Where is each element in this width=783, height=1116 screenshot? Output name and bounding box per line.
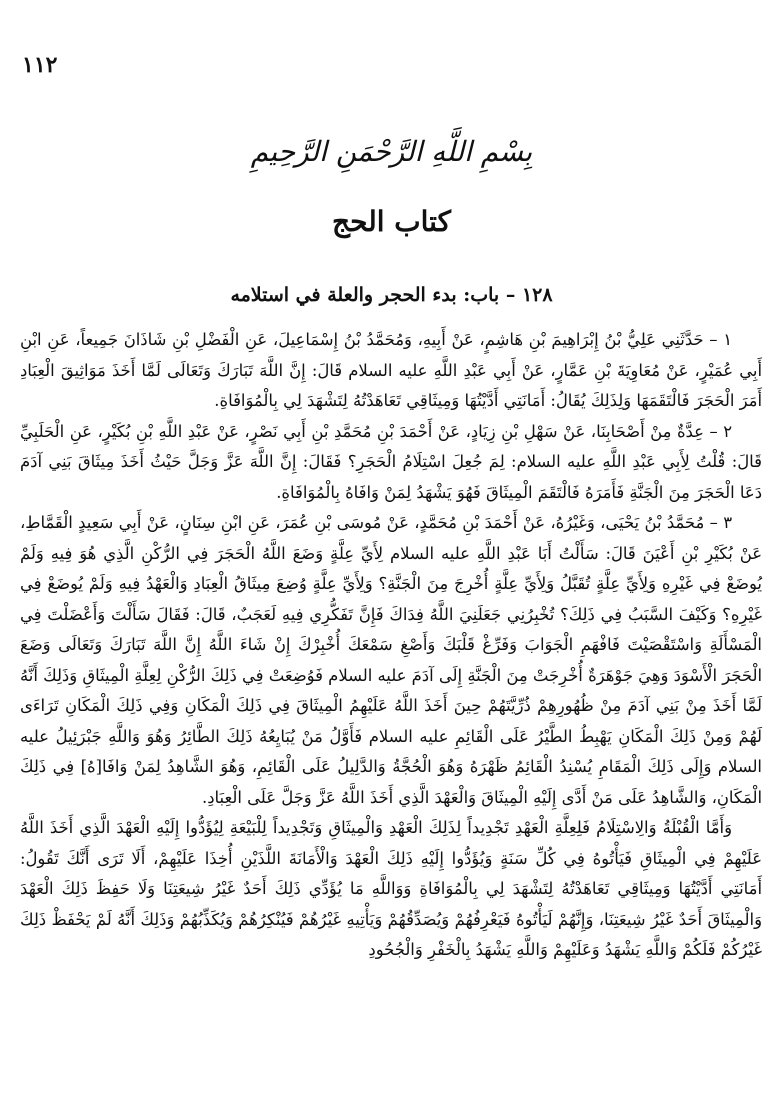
hadith-paragraph-2: ٢ – عِدَّةٌ مِنْ أَصْحَابِنَا، عَنْ سَهْلِ بْنِ زِيَادٍ، عَنْ أَحْمَدَ بْنِ مُحَمَّدِ بْنِ أَبِي نَصْرٍ، عَنْ عَبْدِ اللَّهِ بْنِ بُكَيْرٍ، عَنِ الْحَلَبِيِّ قَالَ: قُلْتُ لِأَبِي عَبْدِ اللَّهِ عليه السلام: لِمَ جُعِلَ اسْتِلَامُ الْحَجَرِ؟ فَقَالَ: إِنَّ اللَّهَ عَزَّ وَجَلَّ حَيْثُ أَخَذَ مِيثَاقَ بَنِي آدَمَ دَعَا الْحَجَرَ مِنَ الْجَنَّةِ فَأَمَرَهُ فَالْتَقَمَ الْمِيثَاقَ فَهُوَ يَشْهَدُ لِمَنْ وَافَاهُ بِالْمُوَافَاةِ. (20, 421, 762, 502)
hadith-paragraph-3: ٣ – مُحَمَّدُ بْنُ يَحْيَى، وَغَيْرُهُ، عَنْ أَحْمَدَ بْنِ مُحَمَّدٍ، عَنْ مُوسَى بْنِ عُمَرَ، عَنِ ابْنِ سِنَانٍ، عَنْ أَبِي سَعِيدٍ الْقَمَّاطِ، عَنْ بُكَيْرِ بْنِ أَعْيَنَ قَالَ: سَأَلْتُ أَبَا عَبْدِ اللَّهِ عليه السلام لِأَيِّ عِلَّةٍ وَضَعَ اللَّهُ الْحَجَرَ فِي الرُّكْنِ الَّذِي هُوَ فِيهِ وَلَمْ يُوضَعْ فِي غَيْرِهِ وَلِأَيِّ عِلَّةٍ تُقَبَّلُ وَلِأَيِّ عِلَّةٍ أُخْرِجَ مِنَ الْجَنَّةِ؟ وَلِأَيِّ عِلَّةٍ وُضِعَ مِيثَاقُ الْعِبَادِ وَالْعَهْدُ فِيهِ وَلَمْ يُوضَعْ فِي غَيْرِهِ؟ وَكَيْفَ السَّبَبُ فِي ذَلِكَ؟ تُخْبِرُنِي جَعَلَنِيَ اللَّهُ فِدَاكَ فَإِنَّ تَفَكُّرِي فِيهِ لَعَجَبٌ، قَالَ: فَقَالَ سَأَلْتَ وَأَعْضَلْتَ فِي الْمَسْأَلَةِ وَاسْتَقْصَيْتَ فَافْهَمِ الْجَوَابَ وَفَرِّغْ قَلْبَكَ وَأَصْغِ سَمْعَكَ أُخْبِرْكَ إِنْ شَاءَ اللَّهُ إِنَّ اللَّهَ تَبَارَكَ وَتَعَالَى وَضَعَ الْحَجَرَ الْأَسْوَدَ وَهِيَ جَوْهَرَةٌ أُخْرِجَتْ مِنَ الْجَنَّةِ إِلَى آدَمَ عليه السلام فَوُضِعَتْ فِي ذَلِكَ الرُّكْنِ لِعِلَّةِ الْمِيثَاقِ وَذَلِكَ أَنَّهُ لَمَّا أَخَذَ مِنْ بَنِي آدَمَ مِنْ ظُهُورِهِمْ ذُرِّيَّتَهُمْ حِينَ أَخَذَ اللَّهُ عَلَيْهِمُ الْمِيثَاقَ فِي ذَلِكَ الْمَكَانِ وَفِي ذَلِكَ الْمَكَانِ تَرَاءَى لَهُمْ وَمِنْ ذَلِكَ الْمَكَانِ يَهْبِطُ الطَّيْرُ عَلَى الْقَائِمِ عليه السلام فَأَوَّلُ مَنْ يُبَايِعُهُ ذَلِكَ الطَّائِرُ وَهُوَ وَاللَّهِ جَبْرَئِيلُ عليه السلام وَإِلَى ذَلِكَ الْمَقَامِ يُسْنِدُ الْقَائِمُ ظَهْرَهُ وَهُوَ الْحُجَّةُ وَالدَّلِيلُ عَلَى الْقَائِمِ، وَهُوَ الشَّاهِدُ لِمَنْ وَافَا[هُ] فِي ذَلِكَ الْمَكَانِ، وَالشَّاهِدُ عَلَى مَنْ أَدَّى إِلَيْهِ الْمِيثَاقَ وَالْعَهْدَ الَّذِي أَخَذَ اللَّهُ عَزَّ وَجَلَّ عَلَى الْعِبَادِ. (20, 513, 762, 807)
book-title: كتاب الحج (332, 205, 451, 238)
basmala-heading: بِسْمِ اللَّهِ الرَّحْمَنِ الرَّحِيمِ (250, 135, 533, 168)
hadith-paragraph-3-continued: وَأَمَّا الْقُبْلَةُ وَالِاسْتِلَامُ فَلِعِلَّةِ الْعَهْدِ تَجْدِيداً لِذَلِكَ الْعَهْدِ وَالْمِيثَاقِ وَتَجْدِيداً لِلْبَيْعَةِ لِيُؤَدُّوا إِلَيْهِ الْعَهْدَ الَّذِي أَخَذَ اللَّهُ عَلَيْهِمْ فِي الْمِيثَاقِ فَيَأْتُوهُ فِي كُلِّ سَنَةٍ وَيُؤَدُّوا إِلَيْهِ ذَلِكَ الْعَهْدَ وَالْأَمَانَةَ اللَّذَيْنِ أُخِذَا عَلَيْهِمْ، أَلَا تَرَى أَنَّكَ تَقُولُ: أَمَانَتِي أَدَّيْتُهَا وَمِيثَاقِي تَعَاهَدْتُهُ لِتَشْهَدَ لِي بِالْمُوَافَاةِ وَوَاللَّهِ مَا يُؤَدِّي ذَلِكَ أَحَدٌ غَيْرُ شِيعَتِنَا وَلَا حَفِظَ ذَلِكَ الْعَهْدَ وَالْمِيثَاقَ أَحَدٌ غَيْرُ شِيعَتِنَا، وَإِنَّهُمْ لَيَأْتُوهُ فَيَعْرِفُهُمْ وَيُصَدِّقُهُمْ وَيَأْتِيهِ غَيْرُهُمْ فَيُنْكِرُهُمْ وَيُكَذِّبُهُمْ وَذَلِكَ أَنَّهُ لَمْ يَحْفَظْ ذَلِكَ غَيْرُكُمْ فَلَكُمْ وَاللَّهِ يَشْهَدُ وَعَلَيْهِمْ وَاللَّهِ يَشْهَدُ بِالْخَفْرِ وَالْجُحُودِ (20, 818, 762, 959)
chapter-title: ١٢٨ – باب: بدء الحجر والعلة في استلامه (230, 284, 553, 306)
body-text (20, 325, 762, 966)
hadith-paragraph-1: ١ – حَدَّثَنِي عَلِيُّ بْنُ إِبْرَاهِيمَ بْنِ هَاشِمٍ، عَنْ أَبِيهِ، وَمُحَمَّدُ بْنُ إِسْمَاعِيلَ، عَنِ الْفَضْلِ بْنِ شَاذَانَ جَمِيعاً، عَنِ ابْنِ أَبِي عُمَيْرٍ، عَنْ مُعَاوِيَةَ بْنِ عَمَّارٍ، عَنْ أَبِي عَبْدِ اللَّهِ عليه السلام قَالَ: إِنَّ اللَّهَ تَبَارَكَ وَتَعَالَى لَمَّا أَخَذَ مَوَاثِيقَ الْعِبَادِ أَمَرَ الْحَجَرَ فَالْتَقَمَهَا وَلِذَلِكَ يُقَالُ: أَمَانَتِي أَدَّيْتُهَا وَمِيثَاقِي تَعَاهَدْتُهُ لِتَشْهَدَ لِي بِالْمُوَافَاةِ. (20, 330, 762, 410)
page-number: ١١٢ (22, 52, 58, 78)
